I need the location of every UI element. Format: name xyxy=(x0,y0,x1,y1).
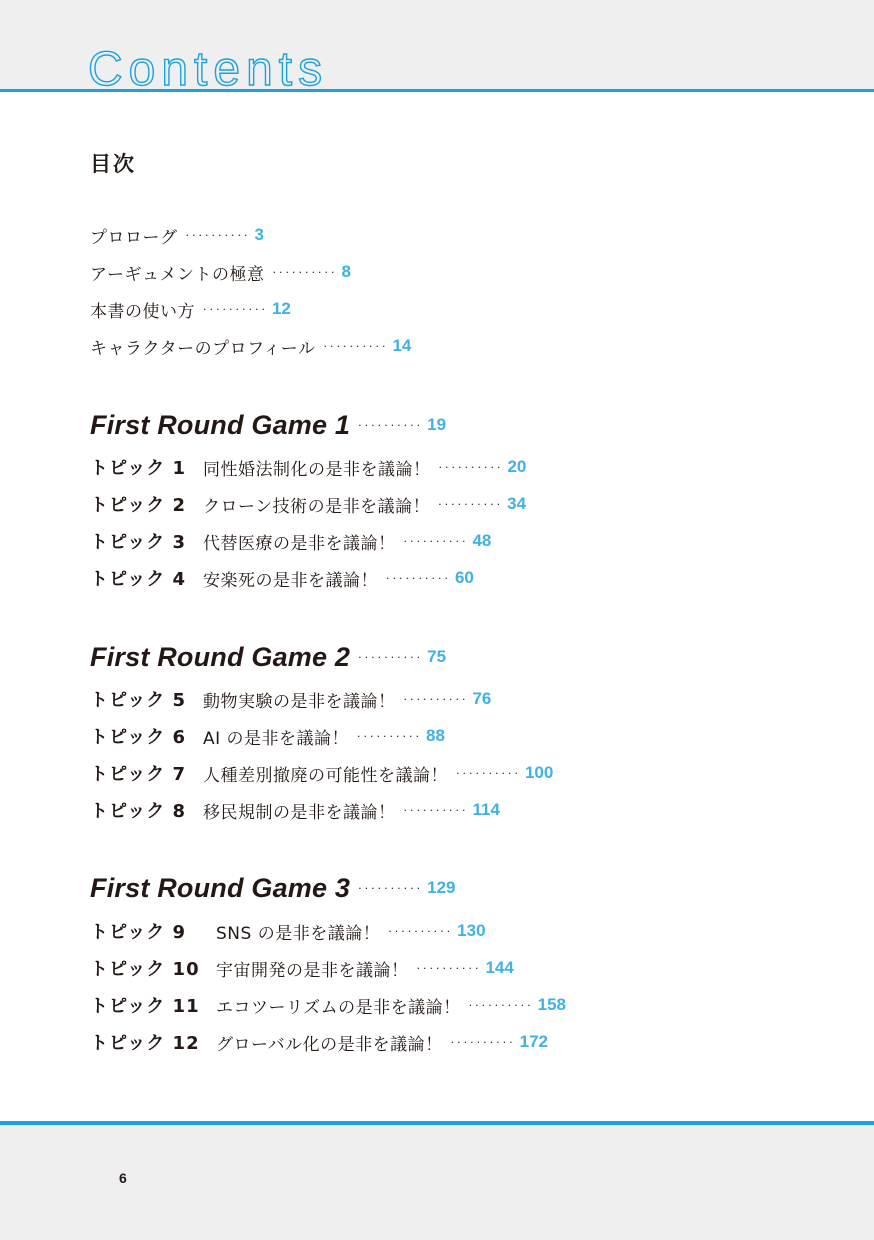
toc-entry-page: 8 xyxy=(341,262,351,281)
leader-dots: ·········· xyxy=(323,339,389,353)
section-page: 129 xyxy=(427,878,456,897)
page-number: 6 xyxy=(119,1170,127,1186)
topic-entry[interactable] xyxy=(90,1029,548,1055)
topic-label: トピック 2 xyxy=(90,495,187,516)
topic-page: 34 xyxy=(507,494,527,513)
topic-title: 動物実験の是非を議論！ xyxy=(203,691,396,712)
section-page: 19 xyxy=(427,415,447,434)
section-title: First Round Game 1 xyxy=(90,409,351,440)
topic-entry[interactable] xyxy=(90,686,491,712)
topic-page: 48 xyxy=(472,531,492,550)
topic-label: トピック 10 xyxy=(90,959,200,980)
leader-dots: ·········· xyxy=(456,766,521,780)
topic-label: トピック 4 xyxy=(90,569,187,590)
leader-dots: ·········· xyxy=(388,924,454,938)
topic-label: トピック 9 xyxy=(90,922,187,943)
toc-entry[interactable] xyxy=(90,222,264,248)
leader-dots: ·········· xyxy=(438,497,504,511)
toc-entry-title: アーギュメントの極意 xyxy=(90,264,265,285)
leader-dots: ·········· xyxy=(203,302,268,316)
topic-page: 172 xyxy=(519,1032,548,1051)
topic-title: 代替医療の是非を議論！ xyxy=(203,533,396,554)
topic-title: 移民規制の是非を議論！ xyxy=(203,802,396,823)
leader-dots: ·········· xyxy=(185,228,251,242)
topic-page: 76 xyxy=(472,689,492,708)
section-title: First Round Game 2 xyxy=(90,641,351,672)
topic-title: 安楽死の是非を議論！ xyxy=(203,570,378,591)
topic-entry[interactable] xyxy=(90,565,474,591)
topic-page: 88 xyxy=(426,726,445,745)
topic-label: トピック 11 xyxy=(90,996,200,1017)
footer-divider xyxy=(0,1121,874,1125)
leader-dots: ·········· xyxy=(416,961,482,975)
topic-title: AI の是非を議論！ xyxy=(203,728,350,749)
toc-entry-title: プロローグ xyxy=(90,227,178,248)
topic-title: 人種差別撤廃の可能性を議論！ xyxy=(203,765,448,786)
topic-title: クローン技術の是非を議論！ xyxy=(203,496,431,517)
toc-entry-title: 本書の使い方 xyxy=(90,301,195,322)
topic-label: トピック 12 xyxy=(90,1033,200,1054)
topic-entry[interactable] xyxy=(90,797,500,823)
leader-dots: ·········· xyxy=(358,650,424,664)
toc-entry-page: 14 xyxy=(392,336,412,355)
leader-dots: ·········· xyxy=(357,729,423,743)
topic-title: グローバル化の是非を議論！ xyxy=(216,1034,443,1055)
topic-page: 144 xyxy=(485,958,514,977)
topic-title: 宇宙開発の是非を議論！ xyxy=(216,960,409,981)
toc-entry-page: 3 xyxy=(254,225,264,244)
topic-label: トピック 8 xyxy=(90,801,187,822)
topic-entry[interactable] xyxy=(90,918,486,944)
topic-page: 20 xyxy=(507,457,527,476)
topic-label: トピック 3 xyxy=(90,532,187,553)
topic-entry[interactable] xyxy=(90,723,445,749)
topic-entry[interactable] xyxy=(90,955,514,981)
toc-entry[interactable] xyxy=(90,333,411,359)
topic-label: トピック 5 xyxy=(90,690,187,711)
leader-dots: ·········· xyxy=(272,265,338,279)
topic-label: トピック 1 xyxy=(90,458,187,479)
topic-entry[interactable] xyxy=(90,454,526,480)
leader-dots: ·········· xyxy=(358,418,424,432)
topic-entry[interactable] xyxy=(90,992,566,1018)
topic-label: トピック 6 xyxy=(90,727,187,748)
toc-entry-title: キャラクターのプロフィール xyxy=(90,338,316,359)
leader-dots: ·········· xyxy=(450,1035,516,1049)
section-heading[interactable] xyxy=(90,871,455,905)
toc-entry[interactable] xyxy=(90,296,291,322)
leader-dots: ·········· xyxy=(438,460,504,474)
leader-dots: ·········· xyxy=(468,998,534,1012)
leader-dots: ·········· xyxy=(403,803,469,817)
section-heading[interactable] xyxy=(90,408,446,442)
topic-page: 60 xyxy=(454,568,474,587)
topic-entry[interactable] xyxy=(90,528,491,554)
topic-page: 100 xyxy=(524,763,554,782)
topic-page: 130 xyxy=(457,921,486,940)
toc-entry[interactable] xyxy=(90,259,351,285)
topic-entry[interactable] xyxy=(90,491,526,517)
topic-title: 同性婚法制化の是非を議論！ xyxy=(203,459,431,480)
topic-label: トピック 7 xyxy=(90,764,187,785)
toc-heading: 目次 xyxy=(90,152,136,176)
leader-dots: ·········· xyxy=(403,534,469,548)
topic-entry[interactable] xyxy=(90,760,553,786)
topic-page: 114 xyxy=(472,800,500,819)
section-heading[interactable] xyxy=(90,640,446,674)
toc-entry-page: 12 xyxy=(271,299,291,318)
page-title: Contents xyxy=(88,43,329,96)
section-title: First Round Game 3 xyxy=(90,872,351,903)
topic-page: 158 xyxy=(537,995,567,1014)
section-page: 75 xyxy=(427,647,447,666)
topic-title: SNS の是非を議論！ xyxy=(216,923,381,944)
footer-band xyxy=(0,1122,874,1240)
leader-dots: ·········· xyxy=(403,692,469,706)
leader-dots: ·········· xyxy=(386,571,451,585)
topic-title: エコツーリズムの是非を議論！ xyxy=(216,997,461,1018)
leader-dots: ·········· xyxy=(358,881,424,895)
